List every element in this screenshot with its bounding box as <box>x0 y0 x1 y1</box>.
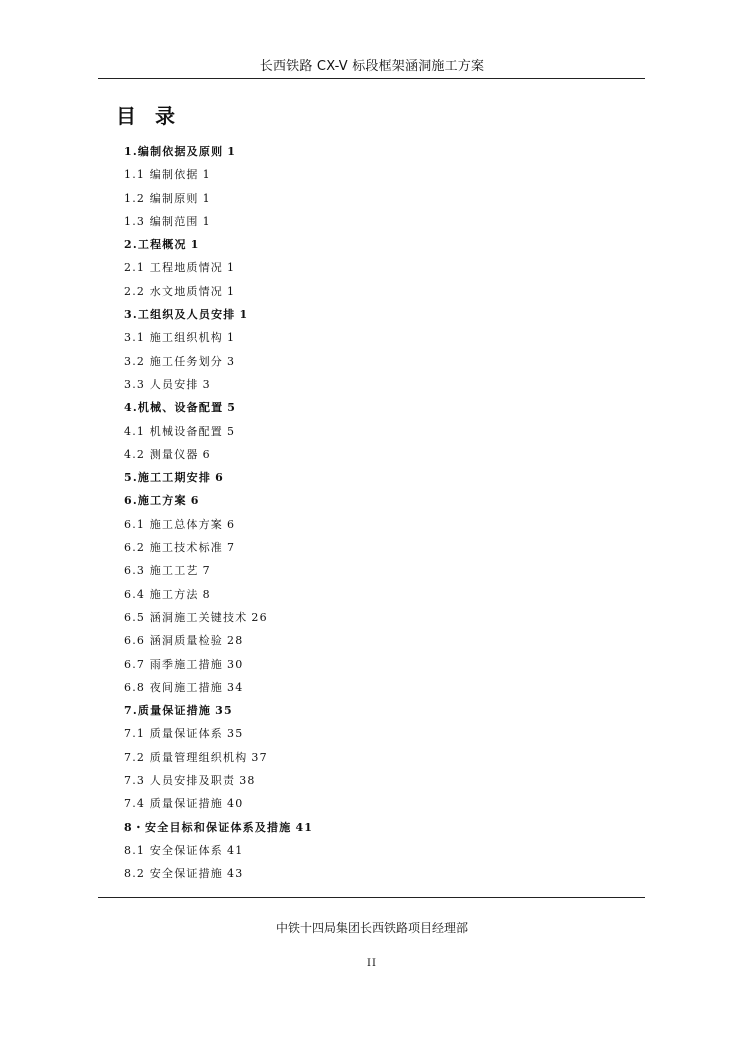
footer-org: 中铁十四局集团长西铁路项目经理部 <box>275 921 468 935</box>
toc-entry[interactable] <box>124 629 313 652</box>
toc-entry-page: 1 <box>227 331 236 345</box>
toc-entry-text: 6.1 施工总体方案 <box>124 517 223 531</box>
toc-entry-page: 26 <box>251 610 268 624</box>
toc-entry-page: 35 <box>215 704 233 718</box>
toc-entry[interactable] <box>124 722 313 745</box>
toc-entry-page: 1 <box>202 214 211 228</box>
toc-entry-text: 7.1 质量保证体系 <box>124 727 223 741</box>
toc-entry-page: 37 <box>251 750 268 764</box>
toc-entry-text: 7.质量保证措施 <box>124 704 212 718</box>
toc-entry[interactable] <box>124 280 313 303</box>
toc-entry-text: 1.1 编制依据 <box>124 168 199 182</box>
toc-entry-text: 6.3 施工工艺 <box>124 564 199 578</box>
toc-entry[interactable] <box>124 350 313 373</box>
toc-entry-page: 5 <box>227 401 237 415</box>
toc-entry[interactable] <box>124 210 313 233</box>
toc-entry-page: 1 <box>202 168 211 182</box>
toc-entry[interactable] <box>124 862 313 885</box>
toc-entry-text: 3.1 施工组织机构 <box>124 331 223 345</box>
toc-entry[interactable] <box>124 816 313 839</box>
toc-entry-text: 6.6 涵洞质量检验 <box>124 634 223 648</box>
toc-entry[interactable] <box>124 559 313 582</box>
toc-entry[interactable] <box>124 443 313 466</box>
footer-rule <box>98 897 645 898</box>
toc-entry[interactable] <box>124 746 313 769</box>
toc-entry-page: 1 <box>227 145 237 158</box>
toc-entry-page: 6 <box>215 471 224 485</box>
toc-entry-page: 40 <box>227 797 244 811</box>
toc-entry-text: 4.机械、设备配置 <box>124 401 224 415</box>
toc-entry-page: 1 <box>227 284 236 298</box>
toc-entry[interactable] <box>124 233 313 256</box>
toc-entry-text: 2.2 水文地质情况 <box>124 284 223 298</box>
toc-entry[interactable] <box>124 303 313 326</box>
toc-entry-text: 2.工程概况 <box>124 238 187 252</box>
toc-entry-text: 6.7 雨季施工措施 <box>124 657 223 671</box>
toc-entry-text: 3.3 人员安排 <box>124 377 199 391</box>
toc-entry[interactable] <box>124 489 313 512</box>
toc-entry-page: 1 <box>227 261 236 275</box>
toc-entry[interactable] <box>124 326 313 349</box>
toc-entry-text: 1.3 编制范围 <box>124 214 199 228</box>
toc-entry[interactable] <box>124 769 313 792</box>
toc-entry[interactable] <box>124 396 313 419</box>
toc-entry-text: 7.4 质量保证措施 <box>124 797 223 811</box>
toc-entry[interactable] <box>124 606 313 629</box>
toc-entry-page: 6 <box>190 494 200 508</box>
toc-entry[interactable] <box>124 513 313 536</box>
toc-entry[interactable] <box>124 140 313 163</box>
toc-entry[interactable] <box>124 699 313 722</box>
toc-entry-page: 30 <box>227 657 244 671</box>
toc-entry-page: 38 <box>239 774 256 788</box>
toc-entry-page: 1 <box>190 238 200 252</box>
header-rule <box>98 78 645 79</box>
toc-entry-page: 1 <box>202 191 211 205</box>
toc-entry-page: 3 <box>202 377 211 391</box>
toc-entry[interactable] <box>124 163 313 186</box>
toc-entry-page: 35 <box>227 727 244 741</box>
toc-entry[interactable] <box>124 373 313 396</box>
toc-entry[interactable] <box>124 256 313 279</box>
toc-entry-page: 7 <box>202 564 211 578</box>
toc-entry-text: 2.1 工程地质情况 <box>124 261 223 275</box>
toc-entry-text: 8・安全目标和保证体系及措施 <box>124 820 292 834</box>
toc-entry[interactable] <box>124 653 313 676</box>
toc-entry-text: 1.2 编制原则 <box>124 191 199 205</box>
page-header: 长西铁路 CX-V 标段框架涵洞施工方案 <box>259 59 485 74</box>
toc-entry-page: 28 <box>227 634 244 648</box>
toc-entry[interactable] <box>124 792 313 815</box>
toc-entry-page: 6 <box>202 447 211 461</box>
toc-entry[interactable] <box>124 583 313 606</box>
toc-entry-text: 3.工组织及人员安排 <box>124 308 236 322</box>
toc-entry-text: 6.施工方案 <box>124 494 187 508</box>
toc-entry-page: 6 <box>227 517 236 531</box>
toc-entry-text: 8.1 安全保证体系 <box>124 843 223 857</box>
toc-entry-text: 6.5 涵洞施工关键技术 <box>124 610 248 624</box>
toc-entry-text: 6.8 夜间施工措施 <box>124 680 223 694</box>
toc-entry-text: 6.4 施工方法 <box>124 587 199 601</box>
toc-entry[interactable] <box>124 420 313 443</box>
toc-entry-text: 4.2 测量仪器 <box>124 447 199 461</box>
toc-entry-page: 34 <box>227 680 244 694</box>
toc-entry-page: 3 <box>227 354 236 368</box>
toc-entry-text: 6.2 施工技术标准 <box>124 541 223 555</box>
toc-entry-page: 43 <box>227 867 244 881</box>
toc-entry-text: 8.2 安全保证措施 <box>124 867 223 881</box>
toc-entry[interactable] <box>124 839 313 862</box>
toc-entry-page: 41 <box>227 843 244 857</box>
toc-entry-text: 5.施工工期安排 <box>124 471 212 485</box>
toc-entry-page: 5 <box>227 424 236 438</box>
toc-entry-page: 8 <box>202 587 211 601</box>
toc-entry[interactable] <box>124 536 313 559</box>
toc-entry[interactable] <box>124 466 313 489</box>
toc-entry-text: 7.2 质量管理组织机构 <box>124 750 248 764</box>
toc-list <box>124 140 313 886</box>
page-number: II <box>367 958 377 969</box>
toc-entry-text: 4.1 机械设备配置 <box>124 424 223 438</box>
toc-entry-text: 1.编制依据及原则 <box>124 145 224 158</box>
toc-entry-text: 3.2 施工任务划分 <box>124 354 223 368</box>
toc-entry-page: 7 <box>227 541 236 555</box>
toc-entry[interactable] <box>124 676 313 699</box>
toc-entry-text: 7.3 人员安排及职责 <box>124 774 236 788</box>
toc-entry-page: 41 <box>295 820 314 834</box>
toc-entry-page: 1 <box>239 308 249 322</box>
toc-entry[interactable] <box>124 187 313 210</box>
toc-heading: 目 录 <box>116 104 181 128</box>
